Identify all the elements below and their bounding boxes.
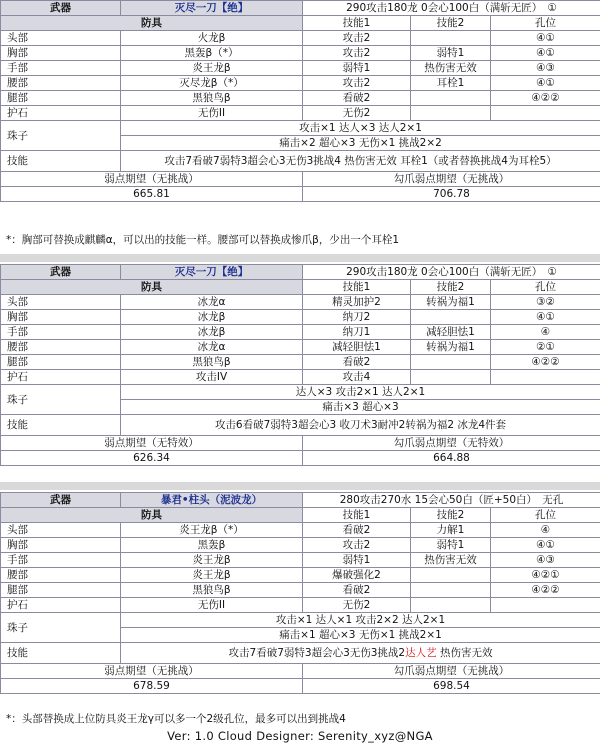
- armor-skill2: 热伤害无效: [411, 61, 491, 76]
- slot-header: 孔位: [491, 280, 600, 295]
- armor-skill2: 减轻胆怯1: [411, 325, 491, 340]
- armor-part: 胸部: [1, 538, 121, 553]
- armor-row: [1, 340, 600, 355]
- armor-part: 护石: [1, 370, 121, 385]
- armor-slots: ④①: [491, 31, 600, 46]
- armor-row: [1, 76, 600, 91]
- armor-piece: 炎王龙β（*）: [121, 523, 303, 538]
- armor-skill1: 看破2: [303, 91, 411, 106]
- weapon-label: 武器: [1, 1, 121, 16]
- armor-slots: ④②②: [491, 91, 600, 106]
- jewel-line-1: 攻击×1 达人×3 达人2×1: [121, 121, 600, 136]
- armor-skill2: [411, 583, 491, 598]
- armor-skill1: 攻击2: [303, 76, 411, 91]
- section-divider: [0, 254, 600, 262]
- jewel-line-1: 达人×3 攻击2×1 达人2×1: [121, 385, 600, 400]
- hook-expectation-label: 勾爪弱点期望（无挑战）: [303, 172, 600, 187]
- skills-tail: 热伤害无效: [436, 647, 493, 659]
- armor-skill1: 弱特1: [303, 61, 411, 76]
- armor-piece: 无伤II: [121, 598, 303, 613]
- build-table-3: [0, 492, 600, 694]
- build-section-2: [0, 264, 600, 466]
- armor-skill2: 弱特1: [411, 538, 491, 553]
- armor-row: [1, 568, 600, 583]
- skills-label: 技能: [1, 151, 121, 172]
- armor-skill1: 无伤2: [303, 598, 411, 613]
- armor-part: 腰部: [1, 568, 121, 583]
- armor-piece: 黑轰β: [121, 538, 303, 553]
- armor-slots: ④: [491, 523, 600, 538]
- skill1-header: 技能1: [303, 508, 411, 523]
- expectation-label: 弱点期望（无挑战）: [1, 172, 303, 187]
- armor-skill2: 转祸为福1: [411, 340, 491, 355]
- armor-skill1: 精灵加护2: [303, 295, 411, 310]
- armor-row: [1, 583, 600, 598]
- skill1-header: 技能1: [303, 16, 411, 31]
- armor-skill1: 看破2: [303, 355, 411, 370]
- armor-piece: 冰龙α: [121, 340, 303, 355]
- armor-piece: 无伤II: [121, 106, 303, 121]
- armor-row: [1, 46, 600, 61]
- armor-slots: ②①: [491, 340, 600, 355]
- section-divider: [0, 482, 600, 490]
- armor-row: [1, 325, 600, 340]
- armor-part: 头部: [1, 31, 121, 46]
- armor-part: 腿部: [1, 583, 121, 598]
- armor-slots: ③②: [491, 295, 600, 310]
- armor-row: [1, 106, 600, 121]
- armor-skill2: 弱特1: [411, 46, 491, 61]
- armor-row: [1, 553, 600, 568]
- hook-expectation-value: 664.88: [303, 451, 600, 466]
- hook-expectation-label: 勾爪弱点期望（无特效）: [303, 436, 600, 451]
- armor-row: [1, 61, 600, 76]
- armor-piece: 冰龙β: [121, 325, 303, 340]
- armor-piece: 攻击IV: [121, 370, 303, 385]
- armor-skill1: 攻击4: [303, 370, 411, 385]
- armor-piece: 黑狼鸟β: [121, 583, 303, 598]
- hook-expectation-value: 706.78: [303, 187, 600, 202]
- armor-part: 手部: [1, 61, 121, 76]
- hook-expectation-label: 勾爪弱点期望（无挑战）: [303, 664, 600, 679]
- armor-piece: 黑狼鸟β: [121, 91, 303, 106]
- armor-part: 头部: [1, 523, 121, 538]
- armor-piece: 火龙β: [121, 31, 303, 46]
- armor-skill2: 转祸为福1: [411, 295, 491, 310]
- weapon-stats: 290攻击180龙 0会心100白（满斩无匠） ①: [303, 1, 600, 16]
- armor-piece: 冰龙β: [121, 310, 303, 325]
- armor-part: 护石: [1, 106, 121, 121]
- jewel-label: 珠子: [1, 385, 121, 415]
- jewel-line-2: 痛击×3 超心×3: [121, 400, 600, 415]
- build-section-1: [0, 0, 600, 202]
- armor-piece: 黑轰β（*）: [121, 46, 303, 61]
- armor-row: [1, 538, 600, 553]
- armor-row: [1, 355, 600, 370]
- armor-piece: 炎王龙β: [121, 61, 303, 76]
- slot-header: 孔位: [491, 508, 600, 523]
- armor-slots: ④③: [491, 553, 600, 568]
- armor-skill1: 纳刀1: [303, 325, 411, 340]
- build-table-1: [0, 0, 600, 202]
- skills-label: 技能: [1, 415, 121, 436]
- armor-part: 腰部: [1, 76, 121, 91]
- skill2-header: 技能2: [411, 508, 491, 523]
- armor-part: 腰部: [1, 340, 121, 355]
- weapon-label: 武器: [1, 265, 121, 280]
- armor-slots: ④②①: [491, 568, 600, 583]
- armor-skill1: 看破2: [303, 583, 411, 598]
- armor-part: 腿部: [1, 355, 121, 370]
- build-table-2: [0, 264, 600, 466]
- armor-part: 胸部: [1, 310, 121, 325]
- jewel-line-1: 攻击×1 达人×1 攻击2×2 达人2×1: [121, 613, 600, 628]
- armor-row: [1, 370, 600, 385]
- weapon-stats: 290攻击180龙 0会心100白（满斩无匠） ①: [303, 265, 600, 280]
- armor-header: 防具: [1, 508, 303, 523]
- armor-skill2: [411, 355, 491, 370]
- armor-part: 胸部: [1, 46, 121, 61]
- armor-piece: 炎王龙β: [121, 553, 303, 568]
- armor-piece: 冰龙α: [121, 295, 303, 310]
- armor-skill1: 攻击2: [303, 46, 411, 61]
- armor-part: 头部: [1, 295, 121, 310]
- armor-slots: ④①: [491, 538, 600, 553]
- armor-slots: ④①: [491, 76, 600, 91]
- expectation-label: 弱点期望（无特效）: [1, 436, 303, 451]
- armor-part: 腿部: [1, 91, 121, 106]
- expectation-label: 弱点期望（无挑战）: [1, 664, 303, 679]
- armor-slots: ④: [491, 325, 600, 340]
- jewel-label: 珠子: [1, 613, 121, 643]
- build-section-3: [0, 492, 600, 694]
- armor-skill1: 无伤2: [303, 106, 411, 121]
- armor-piece: 黑狼鸟β: [121, 355, 303, 370]
- armor-piece: 灭尽龙β（*）: [121, 76, 303, 91]
- armor-skill2: [411, 106, 491, 121]
- weapon-name: 灭尽一刀【绝】: [121, 1, 303, 16]
- build-note-1: *：胸部可替换成麒麟α，可以出的技能一样。腰部可以替换成惨爪β，少出一个耳栓1: [6, 234, 400, 246]
- armor-slots: [491, 106, 600, 121]
- armor-skill1: 减轻胆怯1: [303, 340, 411, 355]
- armor-part: 护石: [1, 598, 121, 613]
- skills-main: 攻击7看破7弱特3超会心3无伤3挑战2: [228, 647, 406, 659]
- armor-skill2: [411, 598, 491, 613]
- armor-row: [1, 310, 600, 325]
- skills-summary: 攻击7看破7弱特3超会心3无伤3挑战4 热伤害无效 耳栓1（或者替换挑战4为耳栓5）: [121, 151, 600, 172]
- weapon-label: 武器: [1, 493, 121, 508]
- armor-row: [1, 31, 600, 46]
- armor-slots: [491, 598, 600, 613]
- build-note-3: *：头部替换成上位防具炎王龙γ可以多一个2级孔位，最多可以出到挑战4: [6, 713, 346, 725]
- armor-header: 防具: [1, 16, 303, 31]
- version-credit-footer: Ver: 1.0 Cloud Designer: Serenity_xyz@NGA: [167, 729, 433, 743]
- armor-skill2: [411, 568, 491, 583]
- armor-slots: [491, 370, 600, 385]
- armor-skill2: [411, 31, 491, 46]
- armor-skill2: [411, 370, 491, 385]
- expectation-value: 626.34: [1, 451, 303, 466]
- armor-slots: ④①: [491, 46, 600, 61]
- weapon-name: 暴君•柱头（泥波龙）: [121, 493, 303, 508]
- armor-slots: ④②②: [491, 583, 600, 598]
- armor-part: 手部: [1, 553, 121, 568]
- skill2-header: 技能2: [411, 16, 491, 31]
- armor-skill1: 弱特1: [303, 553, 411, 568]
- skills-summary: [121, 643, 600, 664]
- armor-skill1: 攻击2: [303, 31, 411, 46]
- slot-header: 孔位: [491, 16, 600, 31]
- skills-summary: 攻击6看破7弱特3超会心3 收刀术3耐冲2转祸为福2 冰龙4件套: [121, 415, 600, 436]
- armor-skill1: 纳刀2: [303, 310, 411, 325]
- weapon-stats: 280攻击270水 15会心50白（匠+50白） 无孔: [303, 493, 600, 508]
- armor-slots: ④③: [491, 61, 600, 76]
- weapon-name: 灭尽一刀【绝】: [121, 265, 303, 280]
- expectation-value: 678.59: [1, 679, 303, 694]
- armor-piece: 炎王龙β: [121, 568, 303, 583]
- armor-skill2: 耳栓1: [411, 76, 491, 91]
- armor-skill2: [411, 91, 491, 106]
- armor-row: [1, 91, 600, 106]
- armor-skill1: 攻击2: [303, 538, 411, 553]
- skills-highlight: 达人艺: [405, 647, 437, 659]
- jewel-label: 珠子: [1, 121, 121, 151]
- skill1-header: 技能1: [303, 280, 411, 295]
- armor-row: [1, 523, 600, 538]
- skills-label: 技能: [1, 643, 121, 664]
- armor-slots: ④①: [491, 310, 600, 325]
- skill2-header: 技能2: [411, 280, 491, 295]
- armor-row: [1, 295, 600, 310]
- jewel-line-2: 痛击×2 超心×3 无伤×1 挑战2×2: [121, 136, 600, 151]
- hook-expectation-value: 698.54: [303, 679, 600, 694]
- armor-skill2: 力解1: [411, 523, 491, 538]
- armor-header: 防具: [1, 280, 303, 295]
- expectation-value: 665.81: [1, 187, 303, 202]
- armor-skill1: 看破2: [303, 523, 411, 538]
- armor-skill2: [411, 310, 491, 325]
- armor-slots: ④②②: [491, 355, 600, 370]
- armor-part: 手部: [1, 325, 121, 340]
- jewel-line-2: 痛击×1 超心×3 无伤×1 挑战2×1: [121, 628, 600, 643]
- armor-skill1: 爆破强化2: [303, 568, 411, 583]
- armor-skill2: 热伤害无效: [411, 553, 491, 568]
- armor-row: [1, 598, 600, 613]
